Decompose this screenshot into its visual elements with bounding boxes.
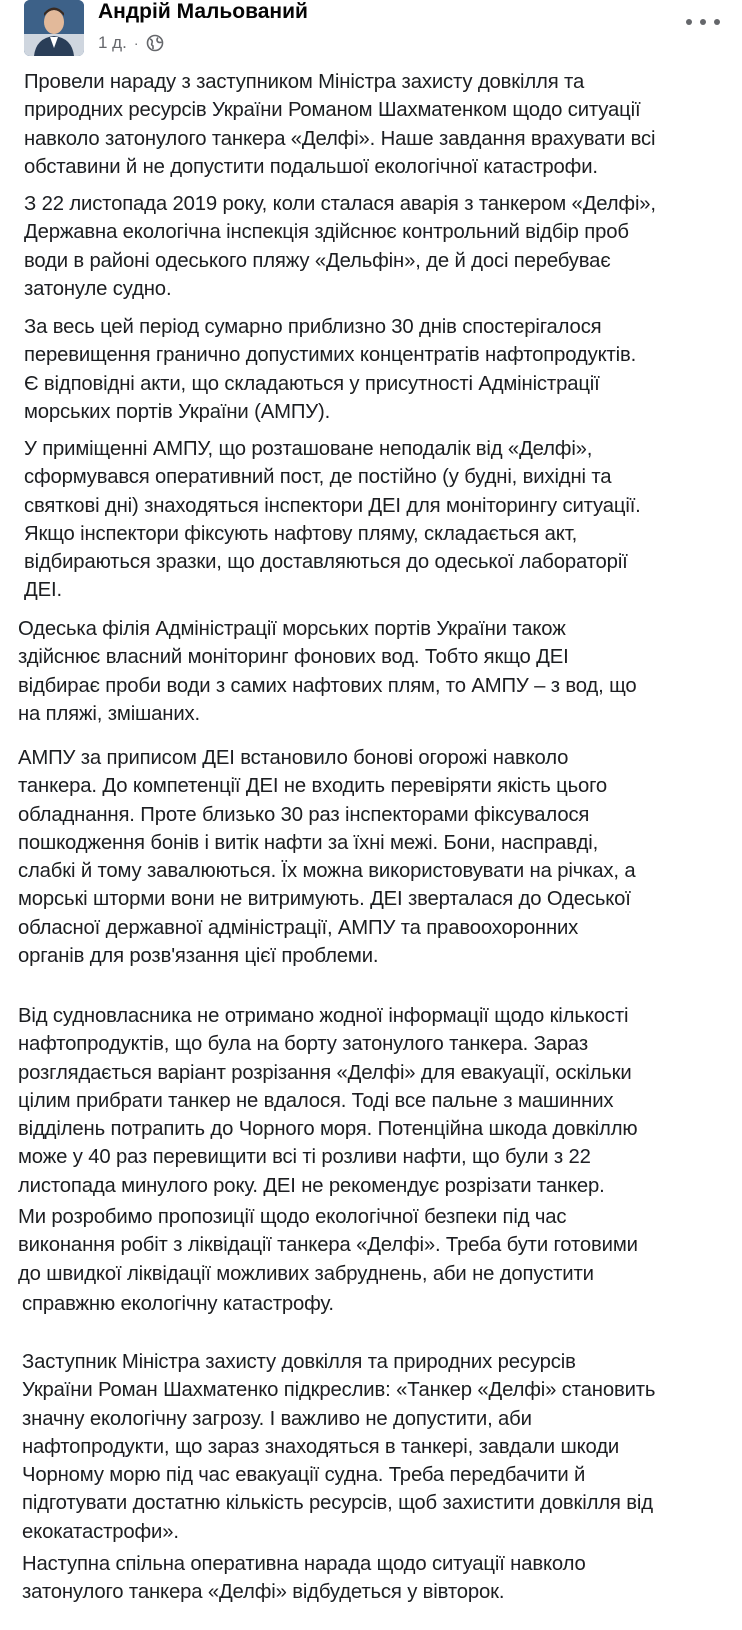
meta-separator: · <box>133 35 139 51</box>
text-line: природних ресурсів України Романом Шахматенком щодо ситуації <box>24 99 641 122</box>
post-paragraph <box>24 313 636 426</box>
text-line: У приміщенні АМПУ, що розташоване неподалік від «Делфі», <box>24 438 593 460</box>
post-paragraph <box>18 744 636 970</box>
text-line: екокатастрофи». <box>22 1520 179 1543</box>
text-line: відділень потрапить до Чорного моря. Потенційна шкода довкіллю <box>18 1118 638 1141</box>
more-dot <box>700 19 706 25</box>
text-line: органів для розв'язання цієї проблеми. <box>18 945 379 968</box>
text-line: святкові дні) знаходяться інспектори ДЕІ для моніторингу ситуації. <box>24 494 641 517</box>
avatar[interactable] <box>24 0 84 56</box>
text-line: навколо затонулого танкера «Делфі». Наше завдання врахувати всі <box>24 127 656 150</box>
text-line: листопада минулого року. ДЕІ не рекомендує розрізати танкер. <box>18 1174 605 1197</box>
text-line: підготувати достатню кількість ресурсів, щоб захистити довкілля від <box>22 1492 653 1515</box>
post-paragraph <box>24 190 656 303</box>
text-line: За весь цей період сумарно приблизно 30 днів спостерігалося <box>24 316 602 338</box>
avatar-photo-icon <box>24 0 84 56</box>
text-line: сформувався оперативний пост, де постійно (у будні, вихідні та <box>24 466 612 489</box>
more-options-icon[interactable] <box>686 12 720 32</box>
text-line: може у 40 раз перевищити всі ті розливи нафти, що були з 22 <box>18 1146 591 1169</box>
text-line: Провели нараду з заступником Міністра захисту довкілля та <box>24 71 585 93</box>
text-line: перевищення гранично допустимих концентратів нафтопродуктів. <box>24 344 637 367</box>
text-line: обладнання. Проте близько 30 раз інспекторами фіксувалося <box>18 803 590 826</box>
text-line: затонуле судно. <box>24 277 172 300</box>
text-line: виконання робіт з ліквідації танкера «Делфі». Треба бути готовими <box>18 1234 638 1257</box>
text-line: на пляжі, змішаних. <box>18 702 201 725</box>
text-line: цілим прибрати танкер не вдалося. Тоді все пальне з машинних <box>18 1089 614 1112</box>
text-line: Від судновласника не отримано жодної інформації щодо кількості <box>18 1005 629 1027</box>
text-line: Заступник Міністра захисту довкілля та природних ресурсів <box>22 1351 576 1373</box>
text-line: З 22 листопада 2019 року, коли сталася аварія з танкером «Делфі», <box>24 193 656 215</box>
text-line: України Роман Шахматенко підкреслив: «Танкер «Делфі» становить <box>22 1379 656 1402</box>
post-header <box>0 0 742 66</box>
author-name[interactable]: Андрій Мальований <box>98 0 308 23</box>
text-line: затонулого танкера «Делфі» відбудеться у вівторок. <box>22 1581 505 1604</box>
text-line: розглядається варіант розрізання «Делфі» для евакуації, оскільки <box>18 1061 632 1084</box>
text-line: до швидкої ліквідації можливих забруднень, аби не допустити <box>18 1262 594 1285</box>
text-line: танкера. До компетенції ДЕІ не входить перевіряти якість цього <box>18 775 608 798</box>
more-dot <box>714 19 720 25</box>
text-line: Є відповідні акти, що складаються у присутності Адміністрації <box>24 372 600 395</box>
post-paragraph <box>18 1203 638 1288</box>
text-line: Державна екологічна інспекція здійснює контрольний відбір проб <box>24 221 629 244</box>
text-line: обставини й не допустити подальшої екологічної катастрофи. <box>24 155 598 178</box>
text-line: нафтопродуктів, що була на борту затонулого танкера. Зараз <box>18 1033 588 1056</box>
text-line: Ми розробимо пропозиції щодо екологічної безпеки під час <box>18 1206 567 1228</box>
text-line: слабкі й тому завалюються. Їх можна використовувати на річках, а <box>18 860 636 883</box>
text-line: АМПУ за приписом ДЕІ встановило бонові огорожі навколо <box>18 747 569 769</box>
text-line: ДЕІ. <box>24 579 62 602</box>
text-line: Наступна спільна оперативна нарада щодо ситуації навколо <box>22 1553 586 1575</box>
post-paragraph <box>22 1290 334 1318</box>
text-line: води в районі одеського пляжу «Дельфін», де й досі перебуває <box>24 249 611 272</box>
post-paragraph <box>18 1002 637 1200</box>
text-line: здійснює власний моніторинг фонових вод. Тобто якщо ДЕІ <box>18 646 569 669</box>
text-line: Одеська філія Адміністрації морських портів України також <box>18 618 566 640</box>
post-paragraph <box>22 1348 655 1546</box>
text-line: Якщо інспектори фіксують нафтову пляму, складається акт, <box>24 522 578 545</box>
text-line: відбирає проби води з самих нафтових плям, то АМПУ – з вод, що <box>18 674 637 697</box>
more-dot <box>686 19 692 25</box>
post-paragraph <box>24 435 641 605</box>
post-meta <box>98 33 164 53</box>
text-line: справжню екологічну катастрофу. <box>22 1293 334 1315</box>
text-line: Чорному морю під час евакуації судна. Треба передбачити й <box>22 1464 586 1487</box>
text-line: морські шторми вони не витримують. ДЕІ зверталася до Одеської <box>18 888 631 911</box>
post-paragraph <box>22 1550 586 1607</box>
text-line: значну екологічну загрозу. І важливо не допустити, аби <box>22 1407 532 1430</box>
post-time[interactable]: 1 д. <box>98 33 127 52</box>
globe-icon[interactable] <box>146 34 164 52</box>
text-line: пошкодження бонів і витік нафти за їхні межі. Бони, насправді, <box>18 831 599 854</box>
text-line: обласної державної адміністрації, АМПУ та правоохоронних <box>18 916 579 939</box>
text-line: нафтопродукти, що зараз знаходяться в танкері, завдали шкоди <box>22 1435 620 1458</box>
post-paragraph <box>18 615 637 728</box>
post-paragraph <box>24 68 655 181</box>
text-line: морських портів України (АМПУ). <box>24 400 331 423</box>
text-line: відбираються зразки, що доставляються до одеської лабораторії <box>24 551 628 574</box>
